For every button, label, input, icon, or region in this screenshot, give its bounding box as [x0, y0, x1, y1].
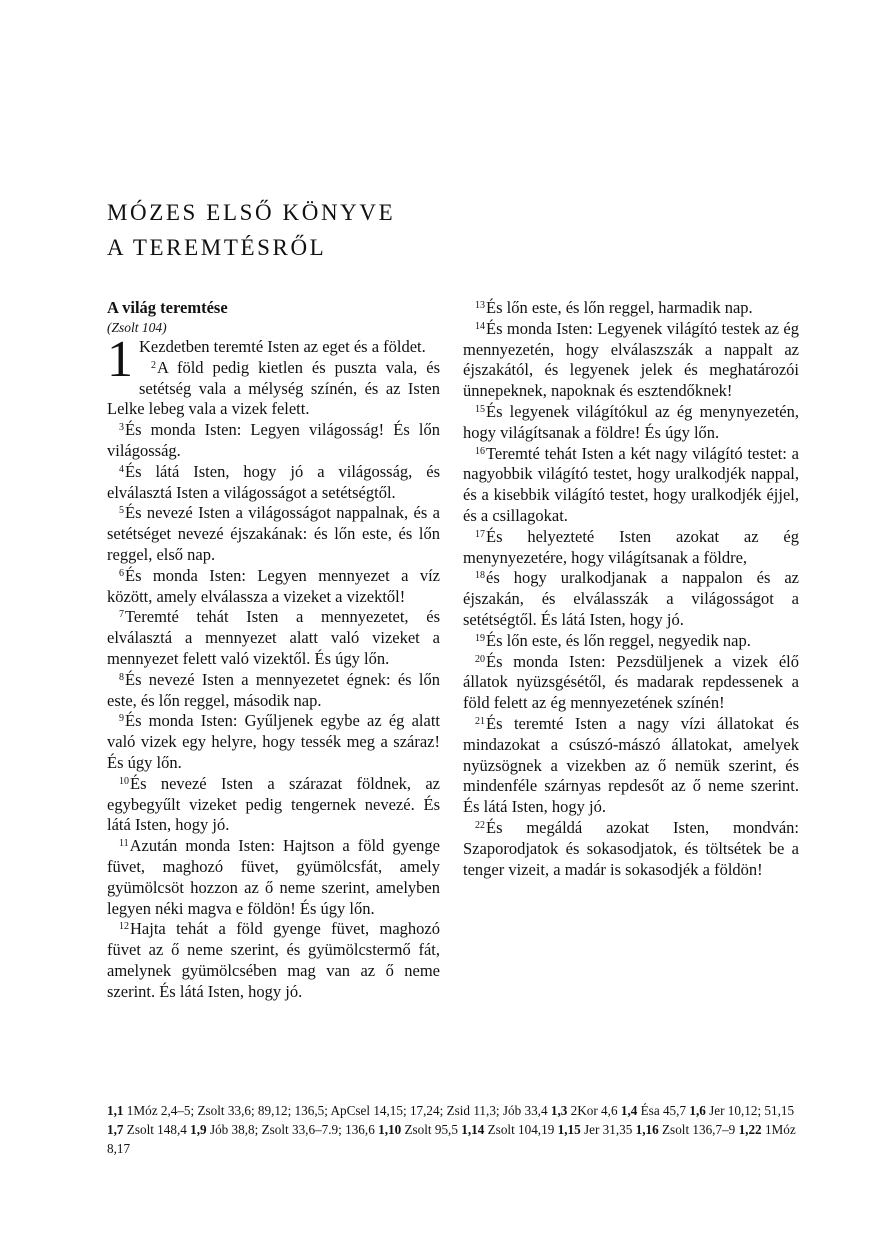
verse-2 — [107, 358, 440, 420]
footnote-text: 1Móz 2,4–5; Zsolt 33,6; 89,12; 136,5; ApCsel 14,15; 17,24; Zsid 11,3; Jób 33,4 — [126, 1103, 548, 1118]
footnote-text: 2Kor 4,6 — [570, 1103, 618, 1118]
verse-text: És legyenek világítókul az ég menynyezetén, hogy világítsanak a földre! És úgy lőn. — [463, 401, 799, 442]
verse-18 — [463, 568, 799, 630]
footnote-ref: 1,6 — [689, 1103, 706, 1118]
verse-number: 18 — [475, 570, 485, 582]
verse-21 — [463, 714, 799, 818]
verse-number: 22 — [475, 819, 485, 831]
footnote-ref: 1,22 — [738, 1122, 762, 1137]
footnote-entry — [107, 1122, 187, 1137]
verse-text: És monda Isten: Legyenek világító testek az ég mennyezetén, hogy elválaszszák a nappalt az éjszakától, és legyenek jelek és meghatározói ünnepeknek, napoknak és esztendőknek! — [463, 318, 799, 401]
verse-9 — [107, 711, 440, 773]
footnote-ref: 1,1 — [107, 1103, 124, 1118]
verse-22 — [463, 818, 799, 880]
footnote-entry — [558, 1122, 633, 1137]
footnote-entry — [621, 1103, 686, 1118]
chapter-number: 1 — [107, 331, 133, 388]
footnote-text: Zsolt 148,4 — [126, 1122, 187, 1137]
verse-20 — [463, 652, 799, 714]
footnote-entry — [461, 1122, 554, 1137]
verse-16 — [463, 444, 799, 527]
verse-7 — [107, 607, 440, 669]
verse-text: És megáldá azokat Isten, mondván: Szaporodjatok és sokasodjatok, és töltsétek be a tenger vizeit, a madár is sokasodjék a földön! — [463, 817, 799, 879]
footnote-ref: 1,16 — [635, 1122, 659, 1137]
footnote-ref: 1,15 — [557, 1122, 581, 1137]
verse-number: 4 — [119, 463, 124, 475]
footnote-entry — [636, 1122, 736, 1137]
verse-number: 17 — [475, 528, 485, 540]
footnote-entry — [107, 1103, 548, 1118]
verse-text: Hajta tehát a föld gyenge füvet, maghozó füvet az ő neme szerint, és gyümölcstermő fát, amelynek gyümölcsében mag van az ő neme szerint. És látá Isten, hogy jó. — [107, 919, 440, 1001]
verse-4 — [107, 462, 440, 504]
book-title-line2: A TEREMTÉSRŐL — [107, 235, 327, 260]
verse-10 — [107, 774, 440, 836]
verse-number: 19 — [475, 632, 485, 644]
footnote-ref: 1,3 — [550, 1103, 568, 1118]
verse-text: És monda Isten: Gyűljenek egybe az ég alatt való vizek egy helyre, hogy tessék meg a száraz! És úgy lőn. — [107, 711, 440, 772]
verse-number: 7 — [119, 609, 124, 621]
verse-number: 3 — [119, 422, 124, 434]
footnote-text: Ésa 45,7 — [640, 1103, 687, 1118]
verse-text: Teremté tehát Isten a két nagy világító testet: a nagyobbik világító testet, hogy uralkodjék nappal, és a kisebbik világító testet, hogy uralkodjék éjjel, és a csillagokat. — [463, 443, 799, 525]
verse-number: 9 — [119, 713, 124, 725]
book-title — [107, 195, 395, 265]
verse-number: 13 — [475, 300, 485, 311]
verse-text: És monda Isten: Legyen világosság! És lőn világosság. — [107, 420, 440, 460]
verse-6 — [107, 566, 440, 608]
verse-text: És nevezé Isten a mennyezetet égnek: és lőn este, és lőn reggel, második nap. — [107, 669, 440, 710]
verse-8 — [107, 670, 440, 712]
verse-17 — [463, 527, 799, 569]
footnote-text: 1Móz 8,17 — [107, 1122, 796, 1156]
cross-reference-footnotes — [107, 1101, 800, 1158]
footnote-entry — [689, 1103, 794, 1118]
verse-text: és hogy uralkodjanak a nappalon és az éjszakán, és elválasszák a világosságot a setétségtől. És látá Isten, hogy jó. — [463, 568, 799, 629]
footnote-text: Jer 31,35 — [583, 1122, 633, 1137]
section-heading: A világ teremtése — [107, 298, 228, 317]
verse-text: Azután monda Isten: Hajtson a föld gyenge füvet, maghozó füvet, gyümölcsfát, amely gyümölcsöt hozzon az ő neme szerint, amelyben legyen néki magva e földön! És úgy lőn. — [107, 836, 440, 918]
verse-text: És látá Isten, hogy jó a világosság, és elválasztá Isten a világosságot a setétségtől. — [107, 461, 440, 502]
verses-left — [107, 358, 440, 1003]
verse-number: 2 — [151, 359, 156, 371]
verse-number: 12 — [119, 921, 129, 933]
verse-text: És nevezé Isten a világosságot nappalnak, és a setétséget nevezé éjszakának: és lőn este, és lőn reggel, első nap. — [107, 503, 440, 564]
verse-text: És lőn este, és lőn reggel, negyedik nap. — [486, 630, 751, 650]
footnote-ref: 1,4 — [620, 1103, 638, 1118]
verse-text: És lőn este, és lőn reggel, harmadik nap. — [486, 298, 753, 317]
footnote-entry — [378, 1122, 458, 1137]
section-cross-reference: (Zsolt 104) — [107, 320, 167, 335]
footnote-text: Zsolt 136,7–9 — [662, 1122, 736, 1137]
verse-13 — [463, 298, 799, 319]
footnote-text: Jer 10,12; 51,15 — [709, 1103, 795, 1118]
verse-number: 11 — [119, 838, 129, 850]
verse-12 — [107, 919, 440, 1002]
footnote-text: Zsolt 104,19 — [487, 1122, 555, 1137]
verse-number: 14 — [475, 320, 485, 332]
verse-number: 16 — [475, 445, 485, 457]
footnote-ref: 1,10 — [378, 1122, 402, 1137]
verse-11 — [107, 836, 440, 919]
verse-5 — [107, 503, 440, 565]
verse-19 — [463, 631, 799, 652]
footnote-entry — [190, 1122, 375, 1137]
verse-number: 8 — [119, 671, 124, 683]
verse-number: 21 — [475, 715, 485, 727]
verse-3 — [107, 420, 440, 462]
verse-text: A föld pedig kietlen és puszta vala, és setétség vala a mélység színén, és az Isten Lelke lebeg vala a vizek felett. — [107, 357, 440, 419]
text-column-left — [107, 298, 440, 1003]
verse-number: 15 — [475, 403, 485, 415]
footnote-ref: 1,7 — [107, 1122, 124, 1137]
verse-number: 10 — [119, 775, 129, 787]
verses-right — [463, 298, 799, 880]
verse-text: És monda Isten: Legyen mennyezet a víz között, amely elválassza a vizeket a vizektől! — [107, 565, 440, 606]
verse-15 — [463, 402, 799, 444]
verse-text: És monda Isten: Pezsdüljenek a vizek élő állatok nyüzsgésétől, és madarak repdessenek a föld felett az ég mennyezetének színén! — [463, 651, 799, 713]
verse-number: 5 — [119, 505, 124, 517]
footnote-entry — [551, 1103, 618, 1118]
text-column-right — [463, 298, 799, 880]
verse-text: Teremté tehát Isten a mennyezetet, és elválasztá a mennyezet alatt való vizeket a mennyezet felett való vizektől. És úgy lőn. — [107, 607, 440, 668]
footnote-ref: 1,9 — [190, 1122, 207, 1137]
verse-number: 20 — [475, 653, 485, 665]
verse-text: És nevezé Isten a szárazat földnek, az egybegyűlt vizeket pedig tengernek nevezé. És látá Isten, hogy jó. — [107, 773, 440, 835]
footnote-text: Zsolt 95,5 — [404, 1122, 458, 1137]
footnote-text: Jób 38,8; Zsolt 33,6–7.9; 136,6 — [209, 1122, 375, 1137]
footnote-ref: 1,14 — [461, 1122, 485, 1137]
verse-text: Kezdetben teremté Isten az eget és a földet. — [139, 337, 426, 356]
book-title-line1: MÓZES ELSŐ KÖNYVE — [107, 200, 396, 225]
verse-text: És teremté Isten a nagy vízi állatokat és mindazokat a csúszó-mászó állatokat, amelyek nyüzsögnek a vizekben az ő nemük szerint, és mindenféle szárnyas repdesőt az ő neme szerint. És látá Isten, hogy jó. — [463, 713, 799, 817]
verse-14 — [463, 319, 799, 402]
verse-text: És helyezteté Isten azokat az ég menynyezetére, hogy világítsanak a földre, — [463, 526, 799, 567]
verse-number: 6 — [119, 567, 124, 579]
